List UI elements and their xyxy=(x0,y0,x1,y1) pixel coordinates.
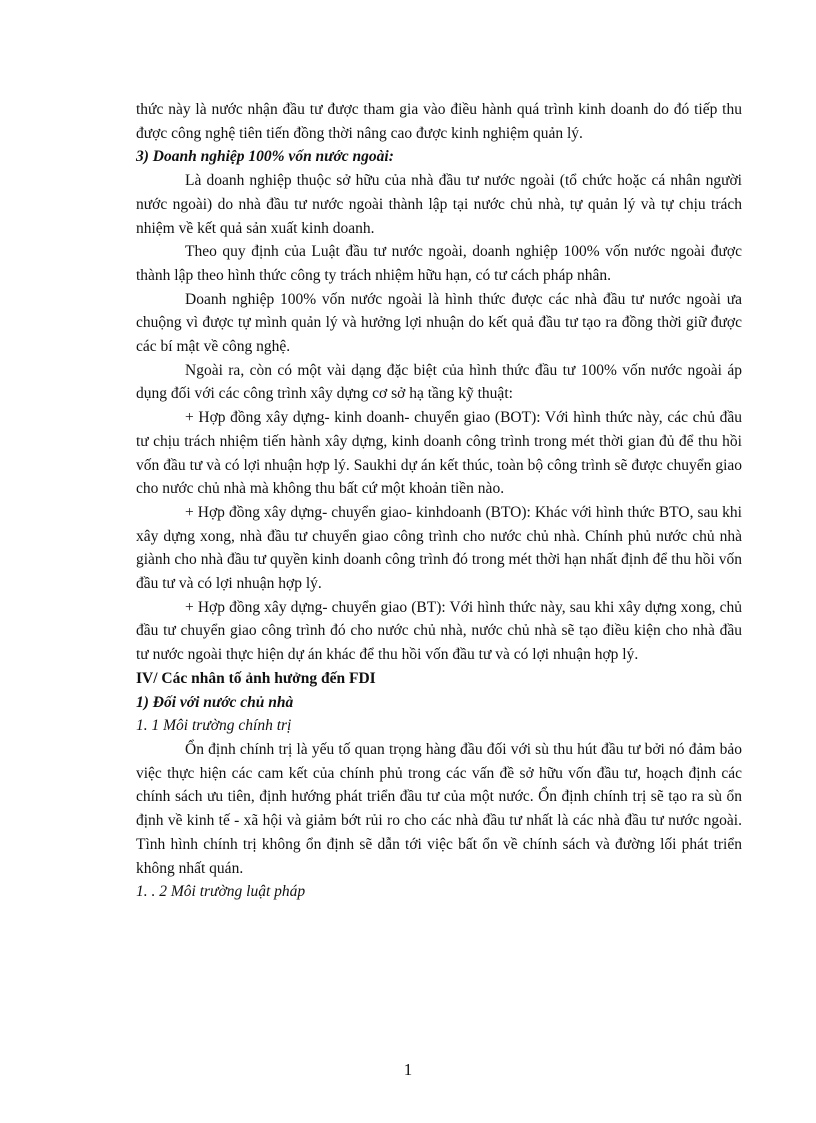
subsection-heading-political: 1. 1 Môi trường chính trị xyxy=(136,717,292,735)
paragraph-continuation: thức này là nước nhận đầu tư được tham gia vào điều hành quá trình kinh doanh do đó tiếp thu được công nghệ tiên tiến đồng thời nâng cao được kinh nghiệm quản lý. xyxy=(136,101,742,142)
paragraph-preference: Doanh nghiệp 100% vốn nước ngoài là hình thức được các nhà đầu tư nước ngoài ưa chuộng vì được tự mình quản lý và hưởng lợi nhuận do kết quả đầu tư tạo ra đồng thời giữ được các bí mật về công nghệ. xyxy=(136,290,742,356)
page-number: 1 xyxy=(403,1060,413,1079)
document-body xyxy=(136,98,742,904)
paragraph-political-stability: Ổn định chính trị là yếu tố quan trọng hàng đầu đối với sù thu hút đầu tư bởi nó đảm bảo việc thực hiện các cam kết của chính phủ trong các vấn đề sở hữu vốn đầu tư, hoạch định các chính sách ưu tiên, định hướng phát triển đầu tư của một nước. Ổn định chính trị sẽ tạo ra sù ổn định về kinh tế - xã hội và giảm bớt rủi ro cho các nhà đầu tư nhất là các nhà đầu tư nước ngoài. Tình hình chính trị không ổn định sẽ dẫn tới việc bất ổn về chính sách và đường lối phát triển không nhất quán. xyxy=(136,740,742,877)
subsection-heading-legal: 1. . 2 Môi trường luật pháp xyxy=(136,883,306,901)
paragraph-definition: Là doanh nghiệp thuộc sở hữu của nhà đầu tư nước ngoài (tổ chức hoặc cá nhân người nước ngoài) do nhà đầu tư nước ngoài thành lập tại nước chủ nhà, tự quản lý và tự chịu trách nhiệm về kết quả sản xuất kinh doanh. xyxy=(136,172,742,237)
paragraph-special-forms: Ngoài ra, còn có một vài dạng đặc biệt của hình thức đầu tư 100% vốn nước ngoài áp dụng đối với các công trình xây dựng cơ sở hạ tầng kỹ thuật: xyxy=(136,361,742,403)
section-heading-fully-foreign-owned: 3) Doanh nghiệp 100% vốn nước ngoài: xyxy=(136,148,394,166)
paragraph-bto: + Hợp đồng xây dựng- chuyển giao- kinhdoanh (BTO): Khác với hình thức BTO, sau khi xây dựng xong, nhà đầu tư chuyển giao công trình cho nước chủ nhà. Chính phủ nước chủ nhà giành cho nhà đầu tư quyền kinh doanh công trình đó trong mét thời hạn nhất định để thu hồi vốn đầu tư và có lợi nhuận hợp lý. xyxy=(136,503,742,593)
paragraph-legal-form: Theo quy định của Luật đầu tư nước ngoài, doanh nghiệp 100% vốn nước ngoài được thành lập theo hình thức công ty trách nhiệm hữu hạn, có tư cách pháp nhân. xyxy=(136,243,742,284)
section-heading-host-country: 1) Đối với nước chủ nhà xyxy=(136,693,294,711)
chapter-heading-fdi-factors: IV/ Các nhân tố ảnh hưởng đến FDI xyxy=(136,669,376,687)
paragraph-bot: + Hợp đồng xây dựng- kinh doanh- chuyển giao (BOT): Với hình thức này, các chủ đầu tư chịu trách nhiệm tiến hành xây dựng, kinh doanh công trình trong mét thời gian đủ để thu hồi vốn đầu tư và có lợi nhuận hợp lý. Saukhi dự án kết thúc, toàn bộ công trình sẽ được chuyển giao cho nước chủ nhà mà không thu bất cứ một khoản tiền nào. xyxy=(136,409,742,498)
paragraph-bt: + Hợp đồng xây dựng- chuyển giao (BT): Với hình thức này, sau khi xây dựng xong, chủ đầu tư chuyển giao công trình đó cho nước chủ nhà, nước chủ nhà sẽ tạo điều kiện cho nhà đầu tư nước ngoài thực hiện dự án khác để thu hồi vốn đầu tư và có lợi nhuận hợp lý. xyxy=(136,598,742,664)
